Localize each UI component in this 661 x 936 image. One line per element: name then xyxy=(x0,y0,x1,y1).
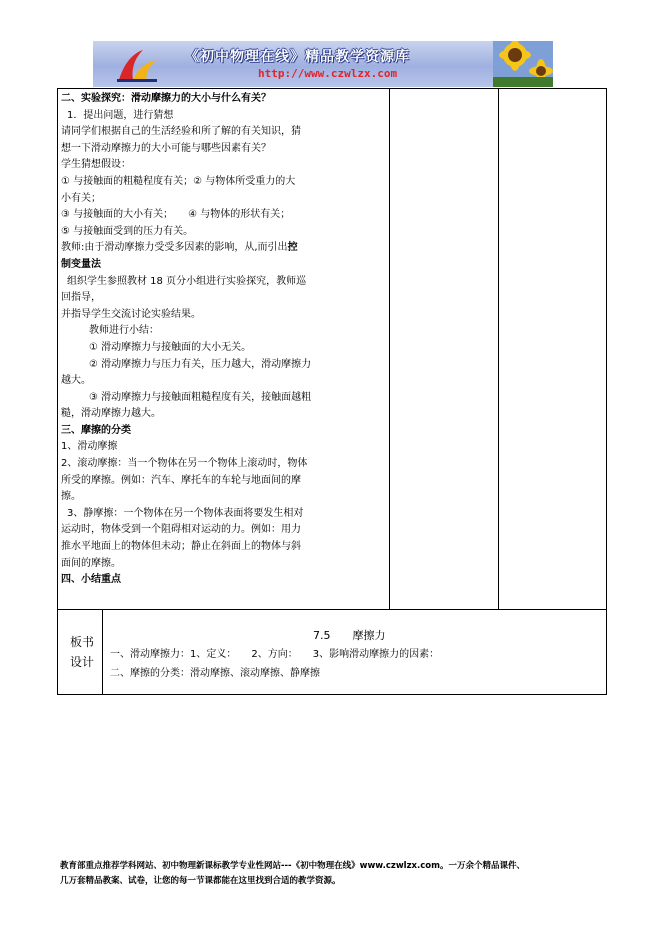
text-line: 请同学们根据自己的生活经验和所了解的有关知识，猜 xyxy=(61,126,301,138)
text-line: 面间的摩擦。 xyxy=(61,557,121,569)
board-line-2: 二、摩擦的分类：滑动摩擦、滚动摩擦、静摩擦 xyxy=(110,668,320,679)
board-label-line2: 设计 xyxy=(69,655,94,669)
table-col-divider-2 xyxy=(498,88,499,609)
text-line: 学生猜想假设： xyxy=(61,159,131,171)
teacher-text: 教师:由于滑动摩擦力受受多因素的影响，从,而引出 xyxy=(61,242,288,254)
text-line: ① 与接触面的粗糙程度有关；② 与物体所受重力的大 xyxy=(61,175,296,187)
table-col-divider-1 xyxy=(389,88,390,609)
teacher-bold-term: 控 xyxy=(287,242,298,254)
banner-title: 《初中物理在线》精品教学资源库 xyxy=(185,49,410,65)
board-title: 7.5 摩擦力 xyxy=(313,629,386,642)
text-line: 小有关； xyxy=(61,192,101,204)
summary-item-cont: 糙，滑动摩擦力越大。 xyxy=(61,408,161,420)
text-line: 推水平地面上的物体但未动；静止在斜面上的物体与斜 xyxy=(61,541,301,553)
board-line-1: 一、滑动摩擦力：1、定义： 2、方向： 3、影响滑动摩擦力的因素： xyxy=(110,649,440,660)
page-footer xyxy=(60,859,620,889)
text-line: ⑤ 与接触面受到的压力有关。 xyxy=(61,225,194,237)
summary-item: ① 滑动摩擦力与接触面的大小无关。 xyxy=(89,341,252,353)
table-border-right xyxy=(606,88,607,695)
summary-item-cont: 越大。 xyxy=(61,375,91,387)
lesson-content xyxy=(61,91,388,589)
section-heading-experiment: 二、实验探究：滑动摩擦力的大小与什么有关？ xyxy=(61,93,271,104)
text-line: 所受的摩擦。例如：汽车、摩托车的车轮与地面间的摩 xyxy=(61,474,301,486)
table-row-divider xyxy=(57,609,607,610)
summary-intro: 教师进行小结： xyxy=(89,325,159,337)
text-line: 回指导， xyxy=(61,292,101,304)
table-border-bottom xyxy=(57,694,607,695)
footer-line-2: 几万套精品教案、试卷，让您的每一节课都能在这里找到合适的教学资源。 xyxy=(60,876,341,886)
summary-item: ② 滑动摩擦力与压力有关，压力越大，滑动摩擦力 xyxy=(89,358,312,370)
text-line: ③ 与接触面的大小有关； ④ 与物体的形状有关； xyxy=(61,209,291,221)
site-banner xyxy=(93,41,553,87)
teacher-bold-term-cont: 制变量法 xyxy=(61,258,101,270)
text-line: 组织学生参照教材 18 页分小组进行实验探究，教师巡 xyxy=(67,275,307,287)
board-label-divider xyxy=(102,609,103,695)
text-line: 3、静摩擦：一个物体在另一个物体表面将要发生相对 xyxy=(67,507,304,519)
board-label-line1: 板书 xyxy=(69,635,94,649)
summary-item: ③ 滑动摩擦力与接触面粗糙程度有关，接触面越粗 xyxy=(89,391,312,403)
table-border-top xyxy=(57,88,607,89)
teacher-line xyxy=(61,240,388,257)
text-line: 擦。 xyxy=(61,491,81,503)
text-line: 运动时，物体受到一个阻碍相对运动的力。例如：用力 xyxy=(61,524,301,536)
text-line: 1、滑动摩擦 xyxy=(61,441,118,453)
section-heading-summary: 四、小结重点 xyxy=(61,574,121,586)
section-heading-classification: 三、摩擦的分类 xyxy=(61,424,131,436)
sunflower-image xyxy=(493,41,553,87)
footer-line-1: 教育部重点推荐学科网站、初中物理新课标教学专业性网站---《初中物理在线》www.czwlzx.com。一万余个精品课件、 xyxy=(60,861,525,871)
table-border-left xyxy=(57,88,58,695)
banner-url[interactable]: http://www.czwlzx.com xyxy=(258,67,398,80)
text-line: 并指导学生交流讨论实验结果。 xyxy=(61,308,201,320)
site-logo-icon xyxy=(113,46,163,84)
text-line: 2、滚动摩擦：当一个物体在另一个物体上滚动时，物体 xyxy=(61,458,308,470)
text-line: 1．提出问题，进行猜想 xyxy=(67,109,174,121)
text-line: 想一下滑动摩擦力的大小可能与哪些因素有关？ xyxy=(61,142,271,154)
